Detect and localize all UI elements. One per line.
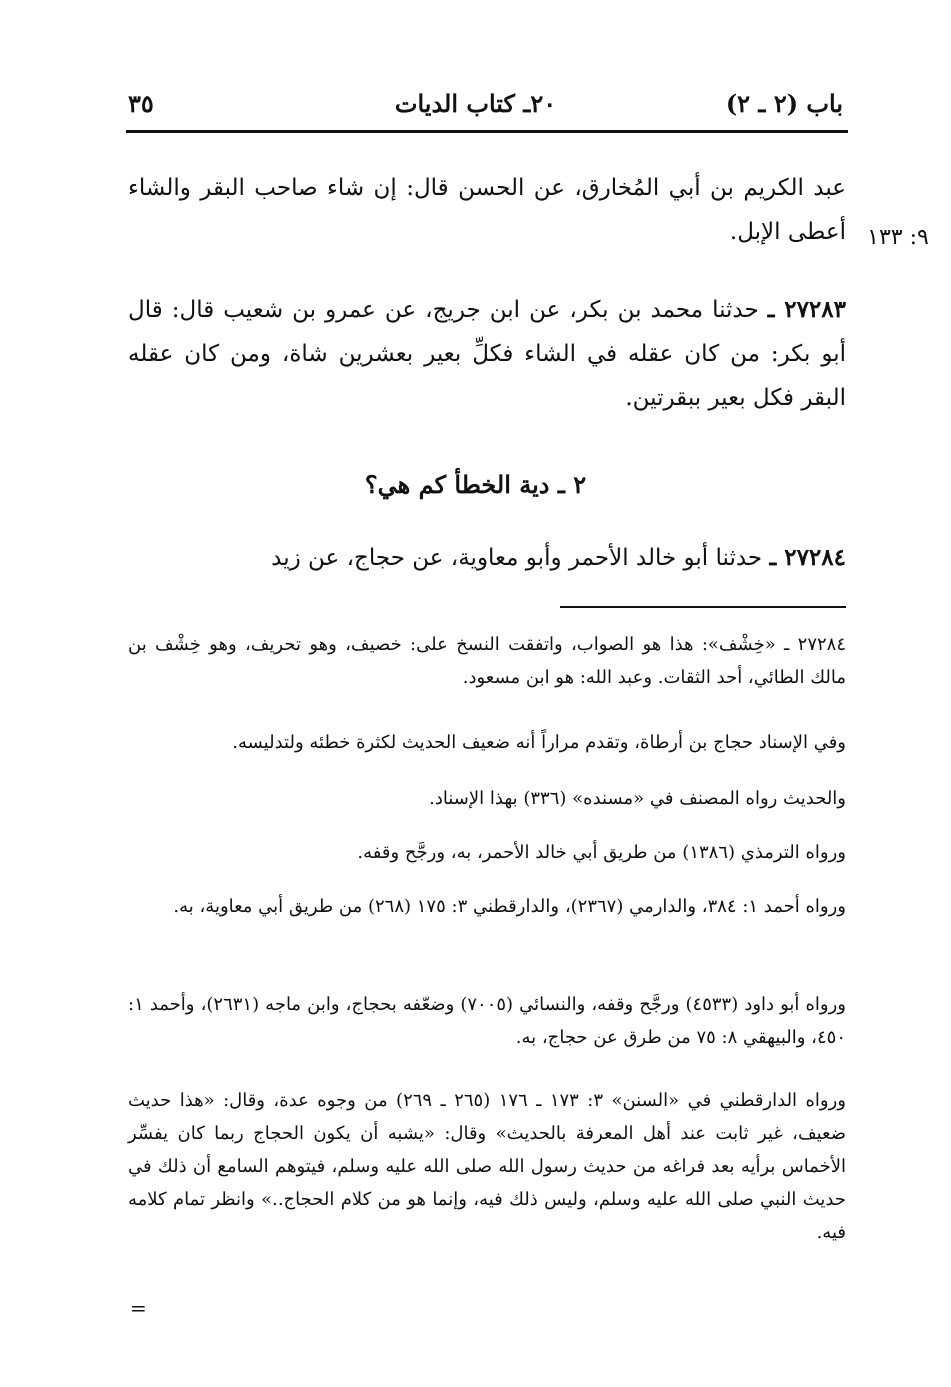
footnote-separator (560, 606, 846, 608)
hadith-text: حدثنا محمد بن بكر، عن ابن جريج، عن عمرو بن شعيب قال: قال أبو بكر: من كان عقله في الشاء فكلِّ بعير بعشرين شاة، ومن كان عقله البقر فكل بعير ببقرتين. (128, 297, 846, 411)
section-title: ٢ ـ دية الخطأ كم هي؟ (364, 470, 587, 499)
header-rule (126, 130, 848, 133)
margin-reference: ٩: ١٣٣ (867, 225, 929, 250)
footnote (128, 726, 846, 759)
footnote (128, 836, 846, 869)
paragraph-continuation (128, 166, 846, 254)
hadith-paragraph (128, 536, 846, 580)
footnote-text: ورواه الترمذي (١٣٨٦) من طريق أبي خالد الأحمر، به، ورجَّح وقفه. (357, 842, 846, 863)
footnote (128, 628, 846, 694)
footnote (128, 890, 846, 923)
header-book-title: ٢٠ـ كتاب الديات (394, 89, 557, 118)
page-number: ٣٥ (128, 89, 154, 118)
continuation-mark: = (130, 1296, 147, 1320)
header-chapter-ref: باب (٢ ـ ٢) (725, 89, 843, 118)
hadith-paragraph (128, 288, 846, 420)
hadith-27283 (128, 288, 846, 420)
hadith-text: حدثنا أبو خالد الأحمر وأبو معاوية، عن حجاج، عن زيد (271, 545, 763, 571)
footnote-text: والحديث رواه المصنف في «مسنده» (٣٣٦) بهذا الإسناد. (429, 788, 846, 809)
footnote-text: ورواه الدارقطني في «السنن» ٣: ١٧٣ ـ ١٧٦ (٢٦٥ ـ ٢٦٩) من وجوه عدة، وقال: «هذا حديث ضعيف، غير ثابت عند أهل المعرفة بالحديث» وقال: «يشبه أن يكون الحجاج ربما كان يفسِّر الأخماس برأيه بعد فراغه من حديث رسول الله صلى الله عليه وسلم، فيتوهم السامع أن ذلك في حديث النبي صلى الله عليه وسلم، وليس ذلك فيه، وإنما هو من كلام الحجاج..» وانظر تمام كلامه فيه. (128, 1090, 846, 1243)
hadith-27284 (128, 536, 846, 580)
hadith-number: ٢٧٢٨٣ ـ (767, 296, 846, 323)
footnote (128, 988, 846, 1054)
paragraph-text: عبد الكريم بن أبي المُخارق، عن الحسن قال: إن شاء صاحب البقر والشاء أعطى الإبل. (128, 175, 846, 245)
footnote-text: ورواه أبو داود (٤٥٣٣) ورجَّح وقفه، والنسائي (٧٠٠٥) وضعّفه بحجاج، وابن ماجه (٢٦٣١)، وأحمد ١: ٤٥٠، والبيهقي ٨: ٧٥ من طرق عن حجاج، به. (128, 994, 847, 1048)
footnote-text: ورواه أحمد ١: ٣٨٤، والدارمي (٢٣٦٧)، والدارقطني ٣: ١٧٥ (٢٦٨) من طريق أبي معاوية، به. (173, 896, 846, 917)
footnote (128, 1084, 846, 1249)
footnote (128, 782, 846, 815)
footnote-text: وفي الإسناد حجاج بن أرطاة، وتقدم مراراً أنه ضعيف الحديث لكثرة خطئه ولتدليسه. (232, 732, 846, 753)
hadith-number: ٢٧٢٨٤ ـ (769, 544, 846, 571)
footnote-text: ٢٧٢٨٤ ـ «خِشْف»: هذا هو الصواب، واتفقت النسخ على: خصيف، وهو تحريف، وهو خِشْف بن مالك الطائي، أحد الثقات. وعبد الله: هو ابن مسعود. (128, 634, 846, 688)
